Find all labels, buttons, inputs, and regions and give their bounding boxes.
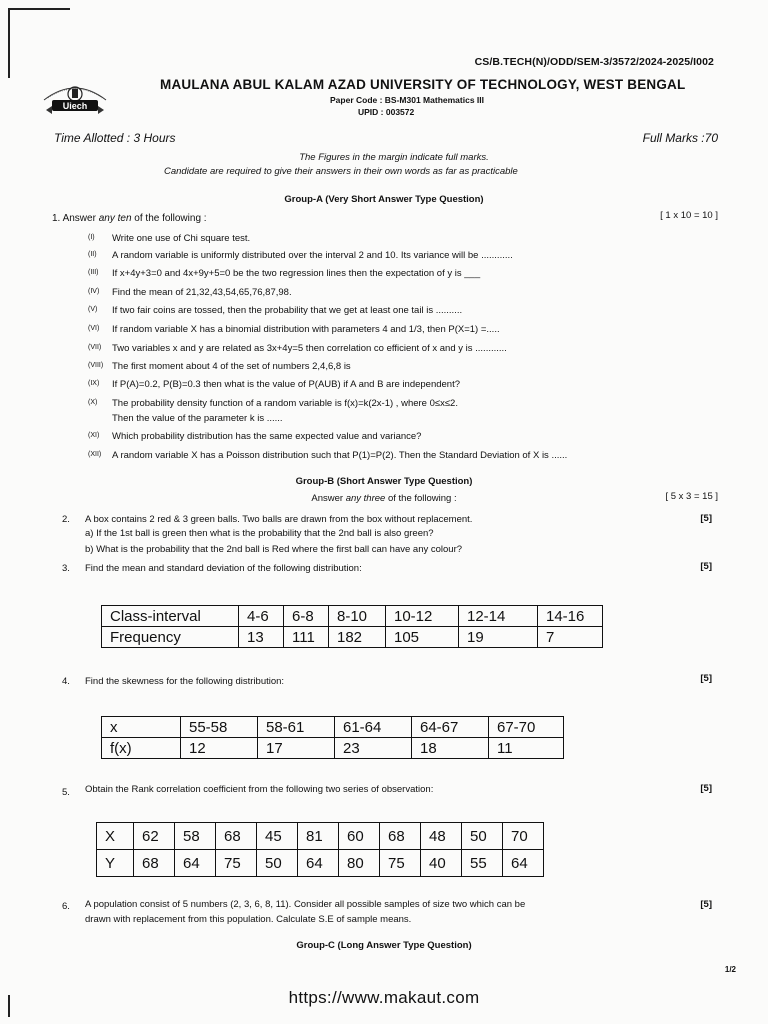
q6-marks: [5] — [700, 899, 712, 910]
table-cell: 55-58 — [181, 717, 258, 738]
table-cell: 11 — [489, 738, 564, 759]
table-cell: 12 — [181, 738, 258, 759]
table-cell: 23 — [335, 738, 412, 759]
q2-line1: A box contains 2 red & 3 green balls. Two balls are drawn from the box without replacement. — [85, 514, 473, 525]
q1-prefix: 1. Answer — [52, 213, 99, 224]
table-cell: 6-8 — [284, 606, 329, 627]
footer-url[interactable]: https://www.makaut.com — [288, 988, 480, 1007]
q1-item: (X) The probability density function of a random variable is f(x)=k(2x-1) , where 0≤x≤2. — [88, 398, 458, 409]
paper-code: Paper Code : BS-M301 Mathematics III — [330, 95, 484, 105]
table-row — [102, 606, 603, 627]
q5-number: 5. — [62, 787, 70, 798]
table-row — [97, 823, 544, 850]
q6-number: 6. — [62, 901, 70, 912]
table-cell: 14-16 — [538, 606, 603, 627]
q1-heading — [52, 213, 207, 224]
table-cell: 68 — [380, 823, 421, 850]
table-cell: 48 — [421, 823, 462, 850]
table-cell: 55 — [462, 850, 503, 877]
table-cell: 182 — [329, 627, 386, 648]
group-a-marks: [ 1 x 10 = 10 ] — [660, 210, 718, 221]
table-cell: 40 — [421, 850, 462, 877]
logo-text: Uiech — [62, 101, 88, 111]
full-marks: Full Marks :70 — [642, 131, 718, 145]
group-a-title: Group-A (Very Short Answer Type Question) — [284, 194, 484, 205]
table-cell: x — [102, 717, 181, 738]
table-row — [102, 738, 564, 759]
table-cell: 45 — [257, 823, 298, 850]
q4-number: 4. — [62, 676, 70, 687]
q5-marks: [5] — [700, 783, 712, 794]
table-cell: 62 — [134, 823, 175, 850]
q3-text: Find the mean and standard deviation of the following distribution: — [85, 563, 362, 574]
table-cell: 10-12 — [386, 606, 459, 627]
q4-marks: [5] — [700, 673, 712, 684]
q1-item: (I) Write one use of Chi square test. — [88, 233, 251, 244]
table-cell: 18 — [412, 738, 489, 759]
table-cell: 111 — [284, 627, 329, 648]
table-cell: Frequency — [102, 627, 239, 648]
table-cell: 61-64 — [335, 717, 412, 738]
page-number: 1/2 — [724, 965, 736, 974]
q1-item: (IX) If P(A)=0.2, P(B)=0.3 then what is the value of P(AUB) if A and B are independent? — [88, 379, 461, 390]
instruction-words: Candidate are required to give their answers in their own words as far as practicable — [164, 166, 518, 177]
q1-item: (III) If x+4y+3=0 and 4x+9y+5=0 be the two regression lines then the expectation of y is ___ — [88, 268, 481, 279]
q3-marks: [5] — [700, 561, 712, 572]
table-cell: 13 — [239, 627, 284, 648]
upid: UPID : 003572 — [358, 107, 415, 117]
q3-number: 3. — [62, 563, 70, 574]
table-row — [102, 717, 564, 738]
q2-line3: b) What is the probability that the 2nd ball is Red where the first ball can have any colour? — [85, 544, 463, 555]
group-c-title: Group-C (Long Answer Type Question) — [296, 940, 472, 951]
table-cell: 50 — [462, 823, 503, 850]
q1-italic: any ten — [98, 213, 132, 224]
table-cell: 80 — [339, 850, 380, 877]
q2-line2: a) If the 1st ball is green then what is the probability that the 2nd ball is also green? — [85, 528, 434, 539]
university-logo — [38, 72, 112, 120]
university-name: MAULANA ABUL KALAM AZAD UNIVERSITY OF TECHNOLOGY, WEST BENGAL — [160, 77, 686, 92]
q1-item-continued: Then the value of the parameter k is ...... — [112, 413, 283, 424]
time-allotted: Time Allotted : 3 Hours — [54, 131, 176, 145]
table-cell: 64-67 — [412, 717, 489, 738]
group-b-title: Group-B (Short Answer Type Question) — [295, 476, 473, 487]
q4-text: Find the skewness for the following distribution: — [85, 676, 285, 687]
table-cell: 68 — [134, 850, 175, 877]
q6-line1: A population consist of 5 numbers (2, 3, 6, 8, 11). Consider all possible samples of size two which can be — [85, 899, 526, 910]
q1-item: (XII) A random variable X has a Poisson distribution such that P(1)=P(2). Then the Standard Deviation of X is ...... — [88, 450, 568, 461]
q2-marks: [5] — [700, 513, 712, 524]
table-cell: 8-10 — [329, 606, 386, 627]
q2-number: 2. — [62, 514, 70, 525]
q1-item: (VI) If random variable X has a binomial distribution with parameters 4 and 1/3, then P(X=1) =..... — [88, 324, 500, 335]
q1-item: (VIII) The first moment about 4 of the set of numbers 2,4,6,8 is — [88, 361, 351, 372]
table-cell: 75 — [216, 850, 257, 877]
exam-code: CS/B.TECH(N)/ODD/SEM-3/3572/2024-2025/I002 — [474, 56, 714, 68]
table-cell: 64 — [503, 850, 544, 877]
q1-item: (VII) Two variables x and y are related as 3x+4y=5 then correlation co efficient of x and y is ............ — [88, 343, 507, 354]
table-cell: f(x) — [102, 738, 181, 759]
table-cell: 58 — [175, 823, 216, 850]
table-cell: 70 — [503, 823, 544, 850]
table-cell: Class-interval — [102, 606, 239, 627]
table-cell: 7 — [538, 627, 603, 648]
q1-item: (XI) Which probability distribution has the same expected value and variance? — [88, 431, 422, 442]
table-cell: 67-70 — [489, 717, 564, 738]
table-cell: 58-61 — [258, 717, 335, 738]
q1-item: (V) If two fair coins are tossed, then the probability that we get at least one tail is .......... — [88, 305, 463, 316]
table-row — [102, 627, 603, 648]
q1-item: (IV) Find the mean of 21,32,43,54,65,76,87,98. — [88, 287, 292, 298]
q1-suffix: of the following : — [131, 213, 207, 224]
q5-text: Obtain the Rank correlation coefficient from the following two series of observation: — [85, 784, 434, 795]
q1-item: (II) A random variable is uniformly distributed over the interval 2 and 10. Its variance will be ............ — [88, 250, 513, 261]
table-cell: 68 — [216, 823, 257, 850]
table-row — [97, 850, 544, 877]
corner-mark — [8, 8, 10, 78]
table-cell: 105 — [386, 627, 459, 648]
table-cell: 75 — [380, 850, 421, 877]
table-cell: 64 — [175, 850, 216, 877]
table-cell: 81 — [298, 823, 339, 850]
instruction-margin: The Figures in the margin indicate full marks. — [299, 152, 489, 163]
table-cell: 12-14 — [459, 606, 538, 627]
table-cell: X — [97, 823, 134, 850]
q6-line2: drawn with replacement from this population. Calculate S.E of sample means. — [85, 914, 412, 925]
q5-table — [96, 822, 544, 877]
table-cell: 60 — [339, 823, 380, 850]
table-cell: Y — [97, 850, 134, 877]
table-cell: 64 — [298, 850, 339, 877]
group-b-marks: [ 5 x 3 = 15 ] — [665, 491, 718, 502]
table-cell: 4-6 — [239, 606, 284, 627]
table-cell: 50 — [257, 850, 298, 877]
table-cell: 19 — [459, 627, 538, 648]
table-cell: 17 — [258, 738, 335, 759]
group-b-instruction: Answer any three of the following : — [311, 493, 457, 504]
q4-table — [101, 716, 564, 759]
q3-table — [101, 605, 603, 648]
corner-mark — [8, 8, 70, 10]
